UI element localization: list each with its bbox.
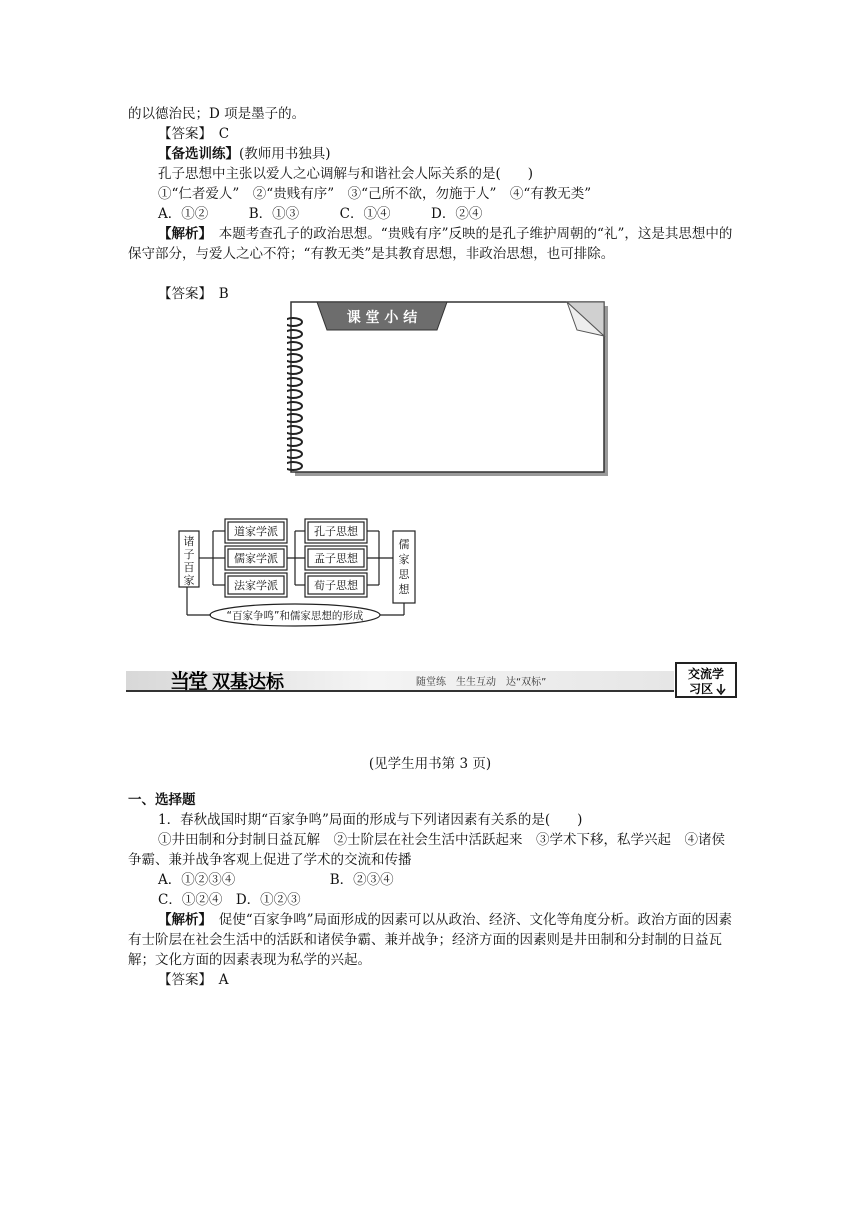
rujia-char-2: 家 [398,553,410,566]
zhuzi-char-1: 诸 [183,535,195,548]
banner-title-char-1: 当 [170,669,190,693]
exercise-note: (教师用书独具) [239,146,331,162]
exercise-title [158,144,768,164]
exercise-label: 【备选训练】 [158,146,239,162]
analysis-text: 本题考查孔子的政治思想。“贵贱有序”反映的是孔子维护周朝的“礼”，这是其思想中的保守部分，与爱人之心不符；“有教无类”是其教育思想，非政治思想，也可排除。 [128,226,733,262]
thinker-kongzi: 孔子思想 [314,525,358,538]
exchange-label-line1: 交流学 [687,667,725,681]
analysis-text: 促使“百家争鸣”局面形成的因素可以从政治、经济、文化等角度分析。政治方面的因素有士阶层在社会生活中的活跃和诸侯争霸、兼并战争；经济方面的因素则是井田制和分封制的日益瓦解；文化方面的因素表现为私学的兴起。 [128,912,733,968]
question-items: ①“仁者爱人” ②“贵贱有序” ③“己所不欲，勿施于人” ④“有教无类” [158,186,592,202]
page-reference: (见学生用书第 3 页) [368,756,492,772]
thinker-mengzi: 孟子思想 [314,552,358,565]
answer-line: 【答案】 A [158,972,229,988]
zhuzi-char-2: 子 [183,548,195,561]
diagram-bottom-label: “百家争鸣”和儒家思想的形成 [226,610,364,622]
question-stem: 1．春秋战国时期“百家争鸣”局面的形成与下列诸因素有关系的是( ) [158,812,583,828]
answer-line: 【答案】 C [158,126,230,142]
zhuzi-char-4: 家 [183,574,195,587]
banner-title-char-2: 堂 [188,669,208,693]
school-daojia: 道家学派 [234,525,278,538]
rujia-char-3: 思 [398,568,410,581]
thinker-xunzi: 荀子思想 [314,579,358,592]
analysis-paragraph [128,910,738,970]
question-items: ①井田制和分封制日益瓦解 ②士阶层在社会生活中活跃起来 ③学术下移，私学兴起 ④诸侯争霸、兼并战争客观上促进了学术的交流和传播 [128,832,725,868]
question-stem: 孔子思想中主张以爱人之心调解与和谐社会人际关系的是( ) [158,166,534,182]
concept-diagram [175,518,425,630]
question-options: A．①② B．①③ C．①④ D．②④ [158,206,483,222]
rujia-char-4: 想 [398,583,410,596]
school-fajia: 法家学派 [234,579,278,592]
rujia-char-1: 儒 [398,538,410,551]
answer-line: 【答案】 B [158,286,229,302]
notebook-tab-label: 课 堂 小 结 [346,310,418,326]
analysis-paragraph [128,224,738,264]
analysis-label: 【解析】 [158,226,206,242]
school-rujia: 儒家学派 [234,552,278,565]
exchange-label-line2: 习区 [688,682,714,696]
banner-title: 双基达标 [212,672,284,693]
zhuzi-char-3: 百 [183,561,195,574]
summary-notebook [287,300,612,480]
question-options: A．①②③④ B．②③④ [158,872,394,888]
analysis-label: 【解析】 [158,912,206,928]
question-options: C．①②④ D．①②③ [158,892,301,908]
section-heading: 一、选择题 [128,792,196,808]
text-line: 的以德治民；D 项是墨子的。 [128,106,306,122]
section-banner [126,661,738,699]
banner-slogan: 随堂练 生生互动 达“双标” [416,677,547,688]
